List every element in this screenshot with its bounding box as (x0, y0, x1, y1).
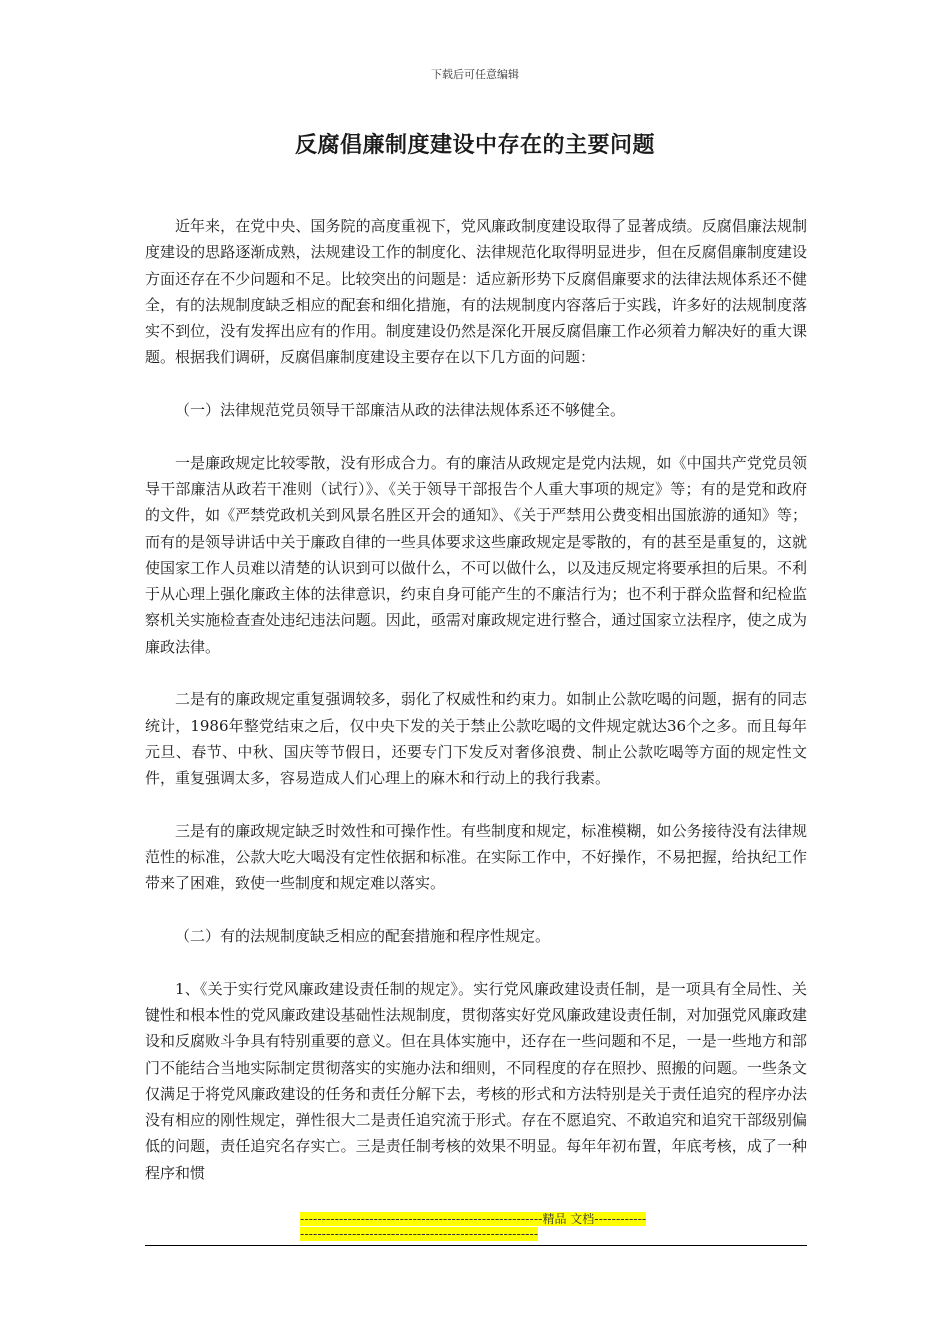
document-body (145, 213, 807, 1212)
paragraph-point-1: 一是廉政规定比较零散，没有形成合力。有的廉洁从政规定是党内法规，如《中国共产党党员领导干部廉洁从政若干准则（试行）》、《关于领导干部报告个人重大事项的规定》等；有的是党和政府的文件，如《严禁党政机关到风景名胜区开会的通知》、《关于严禁用公费变相出国旅游的通知》等；而有的是领导讲话中关于廉政自律的一些具体要求这些廉政规定是零散的，有的甚至是重复的，这就使国家工作人员难以清楚的认识到可以做什么，不可以做什么，以及违反规定将要承担的后果。不利于从心理上强化廉政主体的法律意识，约束自身可能产生的不廉洁行为；也不利于群众监督和纪检监察机关实施检查查处违纪违法问题。因此，亟需对廉政规定进行整合，通过国家立法程序，使之成为廉政法律。 (145, 453, 807, 656)
section-heading-1: （一）法律规范党员领导干部廉洁从政的法律法规体系还不够健全。 (175, 401, 626, 420)
footer-divider (145, 1245, 807, 1246)
header-note: 下载后可任意编辑 (431, 68, 519, 81)
footer-watermark-text: --------------------------------------------------------精品 文档------------------------------------------------------------------- (300, 1212, 647, 1241)
paragraph-item-1: 1、《关于实行党风廉政建设责任制的规定》。实行党风廉政建设责任制，是一项具有全局性、关键性和根本性的党风廉政建设基础性法规制度，贯彻落实好党风廉政建设责任制，对加强党风廉政建设和反腐败斗争具有特别重要的意义。但在具体实施中，还存在一些问题和不足，一是一些地方和部门不能结合当地实际制定贯彻落实的实施办法和细则，不同程度的存在照抄、照搬的问题。一些条文仅满足于将党风廉政建设的任务和责任分解下去，考核的形式和方法特别是关于责任追究的程序办法没有相应的刚性规定，弹性很大二是责任追究流于形式。存在不愿追究、不敢追究和追究干部级别偏低的问题，责任追究名存实亡。三是责任制考核的效果不明显。每年年初布置，年底考核，成了一种程序和惯 (145, 979, 807, 1182)
section-heading-2: （二）有的法规制度缺乏相应的配套措施和程序性规定。 (175, 927, 551, 946)
paragraph-point-2: 二是有的廉政规定重复强调较多，弱化了权威性和约束力。如制止公款吃喝的问题，据有的同志统计，1986年整党结束之后，仅中央下发的关于禁止公款吃喝的文件规定就达36个之多。而且每年元旦、春节、中秋、国庆等节假日，还要专门下发反对奢侈浪费、制止公款吃喝等方面的规定性文件，重复强调太多，容易造成人们心理上的麻木和行动上的我行我素。 (145, 690, 807, 788)
paragraph-point-3: 三是有的廉政规定缺乏时效性和可操作性。有些制度和规定，标准模糊，如公务接待没有法律规范性的标准，公款大吃大喝没有定性依据和标准。在实际工作中，不好操作，不易把握，给执纪工作带来了困难，致使一些制度和规定难以落实。 (145, 821, 807, 893)
paragraph-intro: 近年来，在党中央、国务院的高度重视下，党风廉政制度建设取得了显著成绩。反腐倡廉法规制度建设的思路逐渐成熟，法规建设工作的制度化、法律规范化取得明显进步，但在反腐倡廉制度建设方面还存在不少问题和不足。比较突出的问题是：适应新形势下反腐倡廉要求的法律法规体系还不健全，有的法规制度缺乏相应的配套和细化措施，有的法规制度内容落后于实践，许多好的法规制度落实不到位，没有发挥出应有的作用。制度建设仍然是深化开展反腐倡廉工作必须着力解决好的重大课题。根据我们调研，反腐倡廉制度建设主要存在以下几方面的问题： (145, 217, 807, 367)
page-title: 反腐倡廉制度建设中存在的主要问题 (294, 132, 655, 158)
footer-watermark (300, 1212, 648, 1242)
